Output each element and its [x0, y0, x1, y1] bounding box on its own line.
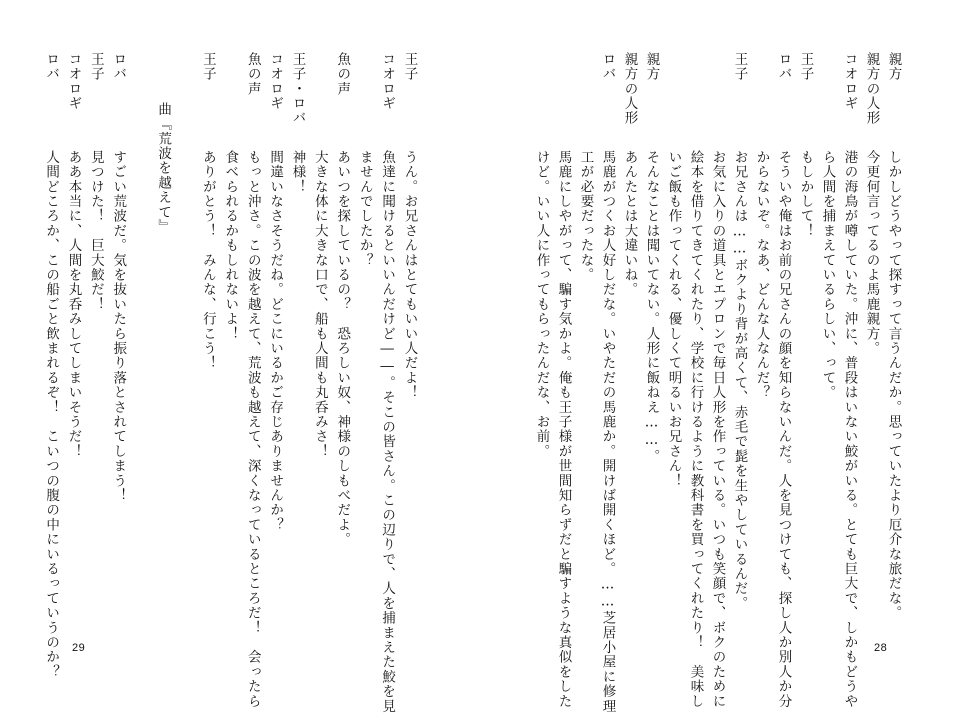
speaker-name: 親方の人形 — [863, 52, 880, 126]
speaker-name: ロバ — [599, 52, 616, 82]
dialogue-line: からないぞ。なあ、どんな人なんだ？ — [753, 150, 770, 400]
dialogue-line: 大きな体に大きな口で、船も人間も丸呑みさ！ — [311, 150, 328, 459]
speaker-name: 王子・ロバ — [289, 52, 306, 126]
dialogue-line: ら人間を捕まえているらしい、って。 — [819, 150, 836, 400]
dialogue-line: いご飯も作ってくれる、優しくて明るいお兄さん！ — [665, 150, 682, 489]
dialogue-line: 馬鹿がつくお人好しだな。いやただの馬鹿か。開けば開くほど。……芝居小屋に修理 — [599, 150, 616, 714]
speaker-name: 王子 — [401, 52, 418, 82]
dialogue-line: ああ本当に、人間を丸呑みしてしまいそうだ！ — [65, 150, 82, 459]
right-page — [484, 0, 968, 714]
speaker-name: 親方 — [643, 52, 660, 82]
speaker-name: 王子 — [797, 52, 814, 82]
dialogue-line: しかしどうやって探すって言うんだか。思っていたより厄介な旅だな。 — [885, 150, 902, 621]
speaker-name: コオロギ — [841, 52, 858, 111]
dialogue-line: あんたとは大違いね。 — [621, 150, 638, 297]
dialogue-line: 見つけた！ 巨大鮫だ！ — [87, 150, 104, 312]
dialogue-line: 魚達に聞けるといいんだけど――。そこの皆さん。この辺りで、人を捕まえた鮫を見 — [379, 150, 396, 714]
page-number: 28 — [874, 642, 888, 654]
speaker-name: 王子 — [731, 52, 748, 82]
speaker-name: 王子 — [199, 52, 216, 82]
speaker-name: コオロギ — [267, 52, 284, 111]
speaker-name: 親方の人形 — [621, 52, 638, 126]
speaker-name: ロバ — [43, 52, 60, 82]
dialogue-line: 馬鹿にしやがって、騙す気かよ。俺も王子様が世間知らずだと騙すような真似をした — [555, 150, 572, 709]
speaker-name: 魚の声 — [334, 52, 351, 97]
dialogue-line: ありがとう！ みんな、行こう！ — [199, 150, 216, 371]
speaker-name: コオロギ — [65, 52, 82, 111]
dialogue-line: ませんでしたか？ — [356, 150, 373, 268]
speaker-name: ロバ — [775, 52, 792, 82]
dialogue-line: そういや俺はお前の兄さんの顔を知らないんだ。人を見つけても、探し人か別人か分 — [775, 150, 792, 709]
dialogue-line: そんなことは聞いてない。人形に飯ねえ……。 — [643, 150, 660, 464]
song-title: 曲『荒波を越えて』 — [155, 102, 172, 235]
dialogue-line: 人間どころか、この船ごと飲まれるぞ！ こいつの腹の中にいるっていうのか？ — [43, 150, 60, 680]
dialogue-line: もしかして！ — [797, 150, 814, 239]
dialogue-line: あいつを探しているの？ 恐ろしい奴、神様のしもべだよ。 — [334, 150, 351, 547]
speaker-name: ロバ — [110, 52, 127, 82]
dialogue-line: お気に入りの道具とエプロンで毎日人形を作っている。いつも笑顔で、ボクのために — [709, 150, 726, 709]
dialogue-line: 絵本を借りてきてくれたり、学校に行けるように教科書を買ってくれたり！ 美味し — [687, 150, 704, 709]
page-number: 29 — [72, 642, 86, 654]
dialogue-line: 食べられるかもしれないよ！ — [222, 150, 239, 342]
dialogue-line: お兄さんは……ボクより背が高くて、赤毛で髭を生やしているんだ。 — [731, 150, 748, 611]
speaker-name: 親方 — [885, 52, 902, 82]
speaker-name: 王子 — [87, 52, 104, 82]
dialogue-line: もっと沖さ。この波を越えて、荒波も越えて、深くなっているところだ！ 会ったら — [244, 150, 261, 709]
dialogue-line: 間違いなさそうだね。どこにいるかご存じありませんか？ — [267, 150, 284, 533]
speaker-name: 魚の声 — [244, 52, 261, 97]
dialogue-line: 港の海鳥が噂していた。沖に、普段はいない鮫がいる。とても巨大で、しかもどうや — [841, 150, 858, 709]
dialogue-line: うん。お兄さんはとてもいい人だよ！ — [401, 150, 418, 400]
speaker-name: コオロギ — [379, 52, 396, 111]
dialogue-line: 工が必要だったな。 — [577, 150, 594, 283]
dialogue-line: すごい荒波だ。気を抜いたら振り落とされてしまう！ — [110, 150, 127, 503]
dialogue-line: けど。いい人に作ってもらったんだな、お前。 — [533, 150, 550, 459]
dialogue-line: 今更何言ってるのよ馬鹿親方。 — [863, 150, 880, 356]
dialogue-line: 神様！ — [289, 150, 306, 195]
